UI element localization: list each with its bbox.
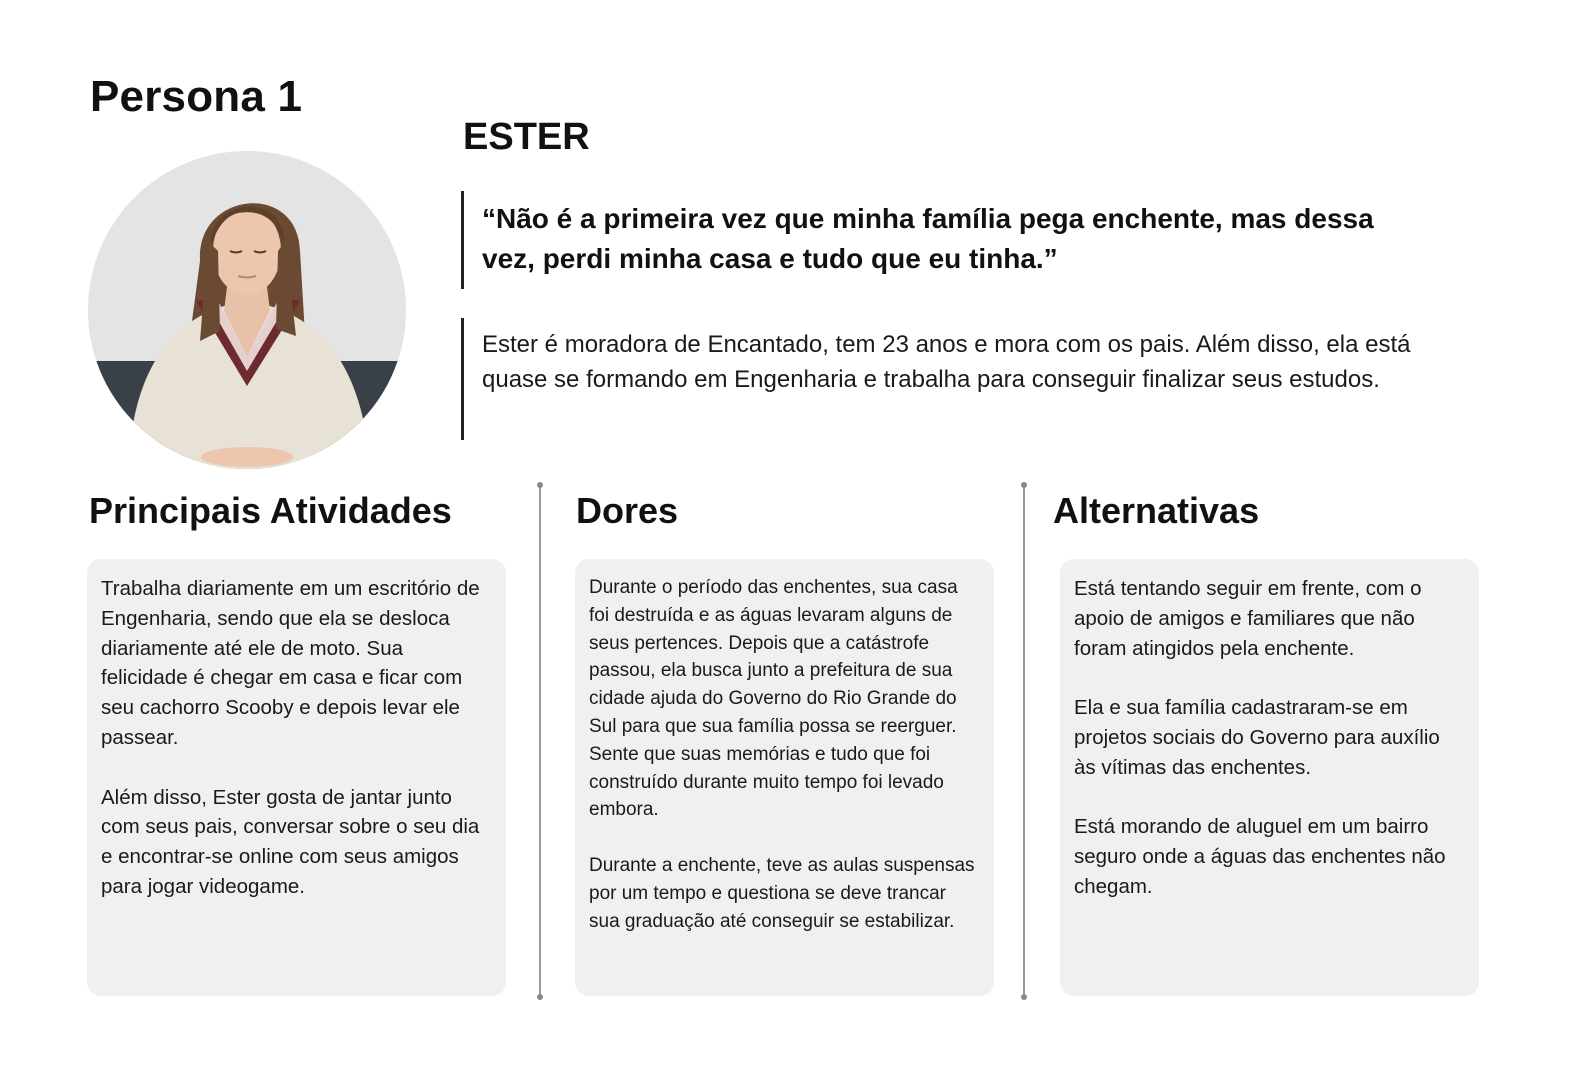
persona-bio: Ester é moradora de Encantado, tem 23 anos e mora com os pais. Além disso, ela está quase se formando em Engenharia e trabalha para conseguir finalizar seus estudos. xyxy=(482,331,1411,393)
activities-heading: Principais Atividades xyxy=(89,490,452,531)
page-title: Persona 1 xyxy=(90,72,303,121)
persona-name: ESTER xyxy=(463,116,590,158)
pains-heading: Dores xyxy=(576,490,679,531)
persona-avatar xyxy=(88,151,406,469)
pains-card xyxy=(575,559,994,996)
persona-quote: “Não é a primeira vez que minha família pega enchente, mas dessa vez, perdi minha casa e tudo que eu tinha.” xyxy=(482,203,1374,274)
activities-card xyxy=(87,559,506,996)
pains-paragraph: Durante a enchente, teve as aulas suspensas por um tempo e questiona se deve trancar sua graduação até conseguir se estabilizar. xyxy=(589,854,975,932)
column-divider xyxy=(1023,485,1025,997)
alternatives-card xyxy=(1060,559,1479,996)
bio-block xyxy=(461,318,1421,440)
alternatives-paragraph: Está tentando seguir em frente, com o apoio de amigos e familiares que não foram atingidos pela enchente. xyxy=(1074,577,1422,660)
quote-block xyxy=(461,191,1421,289)
alternatives-heading: Alternativas xyxy=(1053,490,1260,531)
activities-paragraph: Trabalha diariamente em um escritório de Engenharia, sendo que ela se desloca diariamente até ele de moto. Sua felicidade é chegar em casa e ficar com seu cachorro Scooby e depois levar ele passear. xyxy=(101,577,480,749)
person-photo-icon xyxy=(88,151,406,469)
pains-paragraph: Durante o período das enchentes, sua casa foi destruída e as águas levaram alguns de seus pertences. Depois que a catástrofe passou, ela busca junto a prefeitura de sua cidade ajuda do Governo do Rio Grande do Sul para que sua família possa se reerguer. Sente que suas memórias e tudo que foi construído durante muito tempo foi levado embora. xyxy=(589,577,958,821)
alternatives-paragraph: Ela e sua família cadastraram-se em projetos sociais do Governo para auxílio às vítimas das enchentes. xyxy=(1074,696,1440,779)
activities-paragraph: Além disso, Ester gosta de jantar junto com seus pais, conversar sobre o seu dia e encontrar-se online com seus amigos para jogar videogame. xyxy=(101,785,480,898)
column-divider xyxy=(539,485,541,997)
alternatives-paragraph: Está morando de aluguel em um bairro seguro onde a águas das enchentes não chegam. xyxy=(1074,815,1446,898)
